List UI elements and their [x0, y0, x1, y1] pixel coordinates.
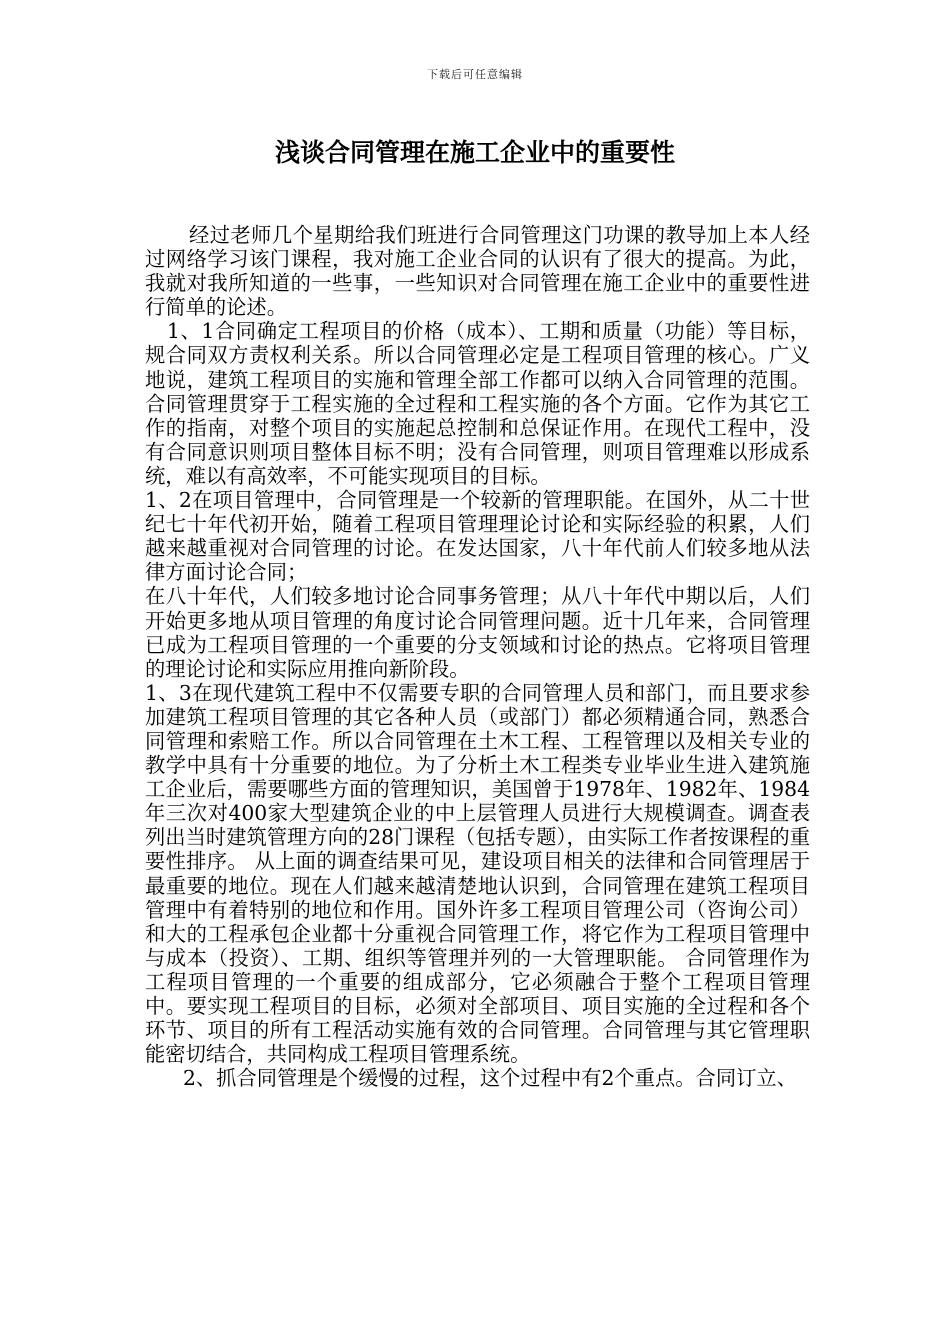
document-title: 浅谈合同管理在施工企业中的重要性	[274, 138, 675, 167]
page-header-note: 下载后可任意编辑	[427, 68, 523, 81]
paragraph-1-2: 1、2在项目管理中，合同管理是一个较新的管理职能。在国外，从二十世纪七十年代初开始，随着工程项目管理理论讨论和实际经验的积累，人们越来越重视对合同管理的讨论。在发达国家，八十年代前人们较多地从法律方面讨论合同；	[145, 488, 810, 585]
paragraph-2: 2、抓合同管理是个缓慢的过程，这个过程中有2个重点。合同订立、	[183, 1066, 797, 1091]
paragraph-1-3: 1、3在现代建筑工程中不仅需要专职的合同管理人员和部门，而且要求参加建筑工程项目管理的其它各种人员（或部门）都必须精通合同，熟悉合同管理和索赔工作。所以合同管理在土木工程、工程管理以及相关专业的教学中具有十分重要的地位。为了分析土木工程类专业毕业生进入建筑施工企业后，需要哪些方面的管理知识，美国曾于1978年、1982年、1984年三次对400家大型建筑企业的中上层管理人员进行大规模调查。调查表列出当时建筑管理方向的28门课程（包括专题），由实际工作者按课程的重要性排序。 从上面的调查结果可见，建设项目相关的法律和合同管理居于最重要的地位。现在人们越来越清楚地认识到，合同管理在建筑工程项目管理中有着特别的地位和作用。国外许多工程项目管理公司（咨询公司）和大的工程承包企业都十分重视合同管理工作，将它作为工程项目管理中与成本（投资）、工期、组织等管理并列的一大管理职能。 合同管理作为工程项目管理的一个重要的组成部分，它必须融合于整个工程项目管理中。要实现工程项目的目标，必须对全部项目、项目实施的全过程和各个环节、项目的所有工程活动实施有效的合同管理。合同管理与其它管理职能密切结合，共同构成工程项目管理系统。	[145, 680, 810, 1067]
paragraph-1-2-continued: 在八十年代，人们较多地讨论合同事务管理；从八十年代中期以后，人们开始更多地从项目管理的角度讨论合同管理问题。近十几年来，合同管理已成为工程项目管理的一个重要的分支领域和讨论的热点。它将项目管理的理论讨论和实际应用推向新阶段。	[145, 584, 810, 681]
paragraph-1-1: 1、1合同确定工程项目的价格（成本）、工期和质量（功能）等目标，规合同双方责权利关系。所以合同管理必定是工程项目管理的核心。广义地说，建筑工程项目的实施和管理全部工作都可以纳入合同管理的范围。合同管理贯穿于工程实施的全过程和工程实施的各个方面。它作为其它工作的指南，对整个项目的实施起总控制和总保证作用。在现代工程中，没有合同意识则项目整体目标不明；没有合同管理，则项目管理难以形成系统，难以有高效率，不可能实现项目的目标。	[145, 319, 810, 488]
paragraph-intro: 经过老师几个星期给我们班进行合同管理这门功课的教导加上本人经过网络学习该门课程，我对施工企业合同的认识有了很大的提高。为此，我就对我所知道的一些事，一些知识对合同管理在施工企业中的重要性进行简单的论述。	[145, 223, 810, 320]
document-body	[145, 223, 810, 1090]
